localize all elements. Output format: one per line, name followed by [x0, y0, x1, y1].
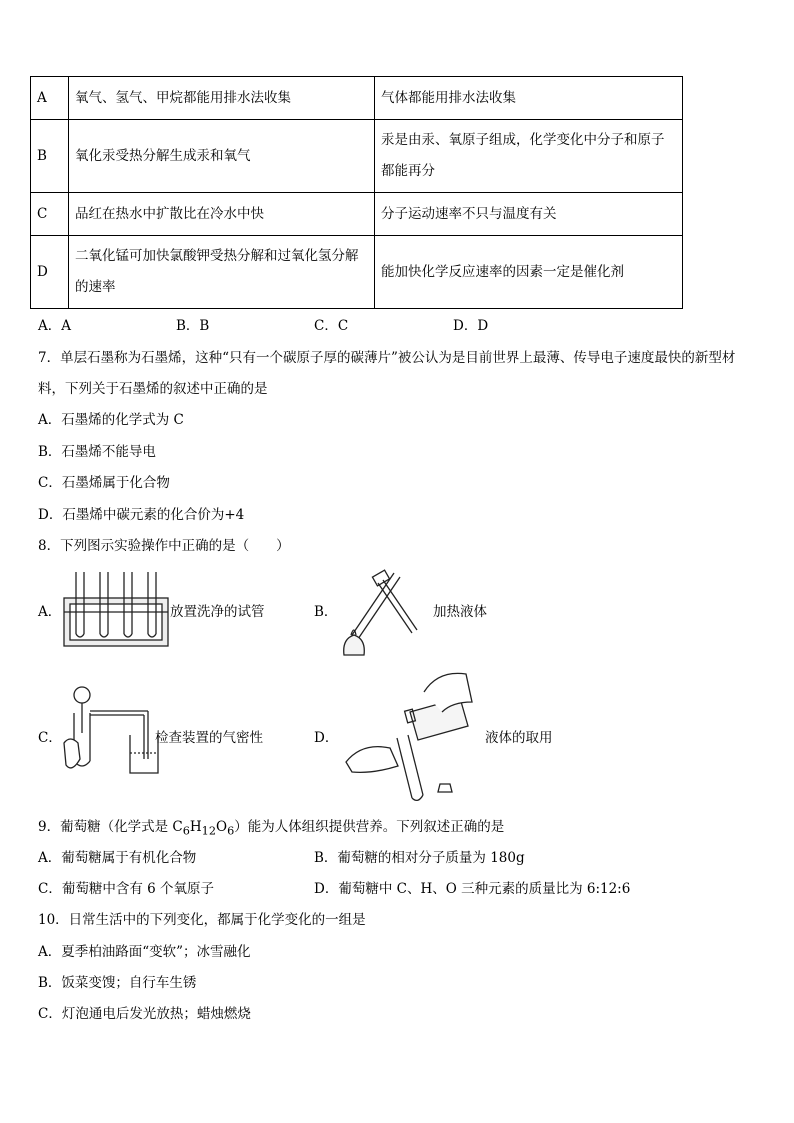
q9-stem: 9．葡萄糖（化学式是 $C_6H_{12}O_6$）能为人体组织提供营养。下列叙述正确的是	[38, 819, 505, 838]
q8-option-d-letter: D．	[314, 730, 339, 746]
q9-option-a: A．葡萄糖属于有机化合物	[38, 850, 197, 866]
q6-option-c: C．C	[314, 318, 349, 334]
q7-option-a: A．石墨烯的化学式为 C	[38, 412, 184, 428]
row-conclusion: 汞是由汞、氧原子组成，化学变化中分子和原子都能再分	[375, 120, 683, 193]
q6-option-b: B．B	[176, 318, 210, 334]
comparison-table	[30, 76, 683, 309]
row-conclusion: 分子运动速率不只与温度有关	[375, 193, 683, 236]
q8-option-c-caption: 检查装置的气密性	[155, 730, 263, 746]
q10-option-a: A．夏季柏油路面“变软”；冰雪融化	[38, 944, 251, 960]
row-key: C	[31, 193, 69, 236]
q7-option-d: D．石墨烯中碳元素的化合价为+4	[38, 507, 245, 523]
q6-option-a: A．A	[38, 318, 71, 334]
row-conclusion: 气体都能用排水法收集	[375, 77, 683, 120]
q8-option-b-letter: B．	[314, 604, 338, 620]
q6-option-d: D．D	[453, 318, 489, 334]
airtightness-check-figure	[60, 683, 160, 783]
test-tube-rack-figure	[62, 568, 172, 650]
table-row	[31, 120, 683, 193]
row-fact: 氧化汞受热分解生成汞和氧气	[69, 120, 375, 193]
liquid-pouring-figure	[342, 662, 482, 802]
q9-option-b: B．葡萄糖的相对分子质量为 180g	[314, 850, 525, 866]
q7-option-b: B．石墨烯不能导电	[38, 444, 156, 460]
table-row	[31, 193, 683, 236]
q8-stem: 8．下列图示实验操作中正确的是（ ）	[38, 538, 290, 554]
heating-liquid-figure	[334, 565, 424, 660]
q10-option-c: C．灯泡通电后发光放热；蜡烛燃烧	[38, 1006, 251, 1022]
q8-option-b-caption: 加热液体	[433, 604, 487, 620]
q8-option-a-caption: 放置洗净的试管	[170, 604, 265, 620]
table-row	[31, 236, 683, 309]
q7-stem-line2: 料，下列关于石墨烯的叙述中正确的是	[38, 381, 268, 397]
q7-option-c: C．石墨烯属于化合物	[38, 475, 170, 491]
q10-option-b: B．饭菜变馊；自行车生锈	[38, 975, 197, 991]
q9-option-c: C．葡萄糖中含有 6 个氧原子	[38, 881, 215, 897]
q8-option-d-caption: 液体的取用	[485, 730, 553, 746]
q10-stem: 10．日常生活中的下列变化，都属于化学变化的一组是	[38, 912, 366, 928]
q8-option-c-letter: C．	[38, 730, 62, 746]
q8-option-a-letter: A．	[38, 604, 62, 620]
row-key: D	[31, 236, 69, 309]
row-key: B	[31, 120, 69, 193]
q9-option-d: D．葡萄糖中 C、H、O 三种元素的质量比为 6:12:6	[314, 881, 631, 897]
row-key: A	[31, 77, 69, 120]
table-row	[31, 77, 683, 120]
q7-stem-line1: 7．单层石墨称为石墨烯，这种“只有一个碳原子厚的碳薄片”被公认为是目前世界上最薄、传导电子速度最快的新型材	[38, 350, 736, 366]
row-fact: 二氧化锰可加快氯酸钾受热分解和过氧化氢分解的速率	[69, 236, 375, 309]
row-fact: 品红在热水中扩散比在冷水中快	[69, 193, 375, 236]
row-conclusion: 能加快化学反应速率的因素一定是催化剂	[375, 236, 683, 309]
row-fact: 氧气、氢气、甲烷都能用排水法收集	[69, 77, 375, 120]
